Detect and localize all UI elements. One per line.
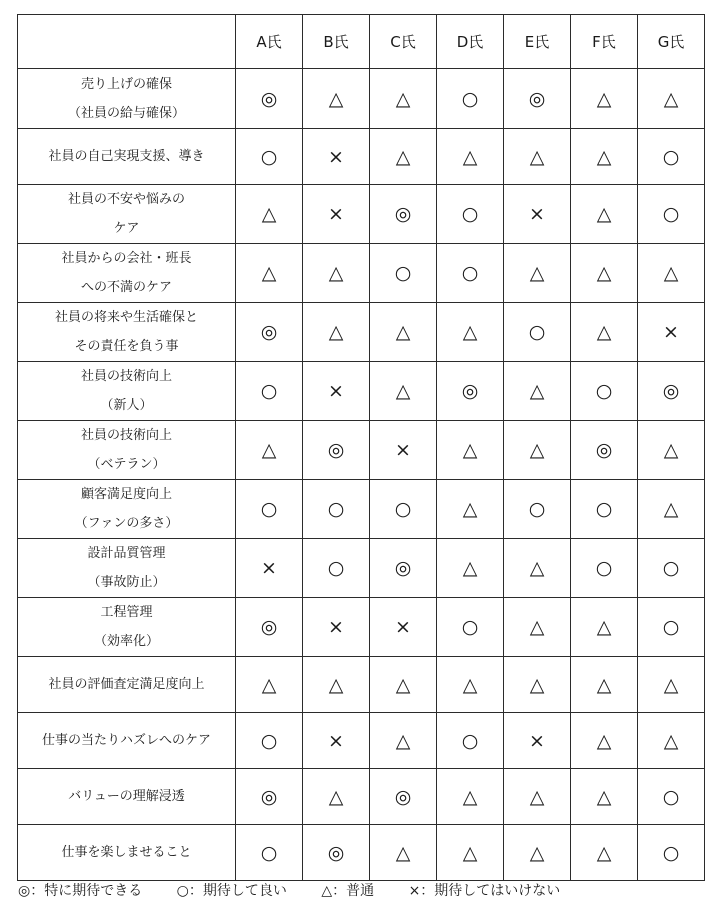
- rating-cell: ◎: [303, 421, 370, 480]
- rating-cell: ○: [236, 713, 303, 769]
- rating-cell: ○: [638, 539, 705, 598]
- rating-cell: ×: [638, 303, 705, 362]
- rating-cell: ○: [236, 480, 303, 539]
- rating-cell: △: [236, 421, 303, 480]
- rating-cell: ×: [303, 185, 370, 244]
- legend-good: ○：期待して良い: [176, 883, 287, 899]
- rating-cell: △: [638, 244, 705, 303]
- rating-cell: △: [571, 713, 638, 769]
- rating-cell: ◎: [571, 421, 638, 480]
- evaluation-table: [17, 14, 705, 881]
- rating-cell: ◎: [370, 769, 437, 825]
- rating-cell: ○: [437, 185, 504, 244]
- rating-cell: ○: [638, 129, 705, 185]
- table-row: [18, 713, 705, 769]
- row-label-line: 社員の将来や生活確保と: [54, 310, 198, 325]
- header-e: E氏: [504, 15, 571, 69]
- row-label-line: （ベテラン）: [87, 457, 166, 472]
- rating-cell: △: [571, 244, 638, 303]
- row-label: [18, 185, 236, 244]
- rating-cell: △: [303, 303, 370, 362]
- rating-cell: △: [571, 69, 638, 129]
- rating-cell: △: [437, 129, 504, 185]
- legend-normal: △：普通: [321, 883, 375, 899]
- rating-cell: ○: [303, 539, 370, 598]
- rating-cell: △: [370, 303, 437, 362]
- rating-cell: ×: [504, 185, 571, 244]
- rating-cell: △: [303, 69, 370, 129]
- rating-cell: △: [370, 69, 437, 129]
- rating-cell: △: [370, 825, 437, 881]
- table-row: [18, 480, 705, 539]
- rating-cell: △: [638, 713, 705, 769]
- rating-cell: ◎: [437, 362, 504, 421]
- rating-cell: ○: [638, 825, 705, 881]
- rating-cell: ○: [504, 303, 571, 362]
- header-d: D氏: [437, 15, 504, 69]
- rating-cell: ◎: [370, 185, 437, 244]
- table-row: [18, 303, 705, 362]
- rating-cell: ×: [504, 713, 571, 769]
- rating-cell: △: [504, 825, 571, 881]
- row-label-line: ケア: [113, 221, 140, 236]
- rating-cell: ◎: [236, 69, 303, 129]
- rating-cell: ○: [236, 825, 303, 881]
- corner-cell: [18, 15, 236, 69]
- rating-cell: △: [504, 539, 571, 598]
- table-row: [18, 421, 705, 480]
- rating-cell: ○: [437, 713, 504, 769]
- row-label-line: （効率化）: [93, 634, 159, 649]
- row-label-line: （ファンの多さ）: [74, 516, 179, 531]
- rating-cell: △: [571, 769, 638, 825]
- rating-cell: ○: [370, 480, 437, 539]
- row-label-line: （新人）: [100, 398, 153, 413]
- rating-cell: △: [638, 69, 705, 129]
- table-row: [18, 244, 705, 303]
- rating-cell: △: [437, 657, 504, 713]
- rating-cell: △: [571, 825, 638, 881]
- header-c: C氏: [370, 15, 437, 69]
- rating-cell: ×: [303, 129, 370, 185]
- table-row: [18, 69, 705, 129]
- rating-cell: △: [437, 539, 504, 598]
- row-label-line: 設計品質管理: [87, 546, 166, 561]
- row-label-line: への不満のケア: [80, 280, 172, 295]
- row-label-line: 社員の不安や悩みの: [67, 192, 185, 207]
- rating-cell: ×: [303, 362, 370, 421]
- rating-cell: △: [571, 303, 638, 362]
- rating-cell: △: [504, 657, 571, 713]
- row-label-line: 仕事の当たりハズレへのケア: [41, 733, 211, 748]
- rating-cell: △: [504, 769, 571, 825]
- row-label-line: 社員の技術向上: [80, 369, 172, 384]
- rating-cell: △: [437, 480, 504, 539]
- table-row: [18, 539, 705, 598]
- rating-cell: ○: [571, 539, 638, 598]
- rating-cell: △: [638, 657, 705, 713]
- row-label-line: （社員の給与確保）: [67, 105, 185, 121]
- table-row: [18, 129, 705, 185]
- rating-cell: ○: [370, 244, 437, 303]
- row-label-line: 仕事を楽しませること: [61, 845, 192, 860]
- rating-cell: △: [303, 657, 370, 713]
- rating-cell: △: [437, 769, 504, 825]
- rating-cell: ◎: [236, 769, 303, 825]
- header-b: B氏: [303, 15, 370, 69]
- rating-cell: ×: [303, 713, 370, 769]
- row-label-line: その責任を負う事: [74, 339, 179, 354]
- rating-cell: △: [571, 129, 638, 185]
- rating-cell: △: [437, 303, 504, 362]
- table-row: [18, 769, 705, 825]
- legend-bad: ×：期待してはいけない: [408, 883, 561, 899]
- row-label: [18, 303, 236, 362]
- rating-cell: ○: [638, 185, 705, 244]
- row-label: [18, 480, 236, 539]
- row-label: [18, 598, 236, 657]
- header-row: [18, 15, 705, 69]
- rating-cell: △: [370, 362, 437, 421]
- row-label-line: 社員の評価査定満足度向上: [48, 677, 205, 692]
- row-label: [18, 825, 236, 881]
- row-label-line: 社員の自己実現支援、導き: [48, 149, 205, 164]
- rating-cell: △: [370, 657, 437, 713]
- row-label: [18, 421, 236, 480]
- row-label: [18, 769, 236, 825]
- rating-cell: △: [504, 421, 571, 480]
- rating-cell: △: [571, 657, 638, 713]
- table-row: [18, 825, 705, 881]
- rating-cell: ×: [370, 421, 437, 480]
- rating-cell: △: [504, 598, 571, 657]
- rating-cell: △: [303, 769, 370, 825]
- legend-excellent: ◎：特に期待できる: [18, 883, 143, 899]
- rating-cell: △: [437, 825, 504, 881]
- rating-cell: △: [370, 713, 437, 769]
- rating-cell: ○: [504, 480, 571, 539]
- row-label-line: 工程管理: [100, 605, 153, 620]
- row-label-line: バリューの理解浸透: [68, 789, 185, 804]
- rating-cell: △: [303, 244, 370, 303]
- row-label-line: 顧客満足度向上: [80, 487, 172, 502]
- rating-cell: ◎: [370, 539, 437, 598]
- row-label-line: 売り上げの確保: [80, 76, 172, 92]
- rating-cell: △: [504, 129, 571, 185]
- row-label-line: 社員からの会社・班長: [61, 251, 192, 266]
- rating-cell: ○: [236, 129, 303, 185]
- rating-cell: △: [638, 421, 705, 480]
- rating-cell: △: [638, 480, 705, 539]
- row-label-line: 社員の技術向上: [80, 428, 172, 443]
- rating-cell: ◎: [236, 598, 303, 657]
- row-label: [18, 539, 236, 598]
- rating-cell: ×: [370, 598, 437, 657]
- table-row: [18, 185, 705, 244]
- rating-cell: △: [236, 244, 303, 303]
- rating-cell: ○: [638, 598, 705, 657]
- rating-cell: ◎: [303, 825, 370, 881]
- rating-cell: △: [571, 598, 638, 657]
- row-label-line: （事故防止）: [87, 575, 166, 590]
- rating-cell: △: [370, 129, 437, 185]
- rating-cell: ○: [571, 480, 638, 539]
- row-label: [18, 362, 236, 421]
- row-label: [18, 657, 236, 713]
- rating-cell: △: [571, 185, 638, 244]
- rating-cell: ◎: [236, 303, 303, 362]
- rating-cell: ◎: [504, 69, 571, 129]
- table-row: [18, 598, 705, 657]
- rating-cell: ○: [571, 362, 638, 421]
- rating-cell: ◎: [638, 362, 705, 421]
- rating-cell: ○: [437, 244, 504, 303]
- row-label: [18, 129, 236, 185]
- row-label: [18, 244, 236, 303]
- header-a: A氏: [236, 15, 303, 69]
- table-body: [18, 69, 705, 881]
- row-label: [18, 713, 236, 769]
- table-row: [18, 657, 705, 713]
- rating-cell: ○: [236, 362, 303, 421]
- rating-cell: ×: [236, 539, 303, 598]
- rating-cell: ○: [437, 598, 504, 657]
- rating-cell: △: [437, 421, 504, 480]
- rating-cell: △: [504, 244, 571, 303]
- rating-cell: ○: [638, 769, 705, 825]
- rating-cell: △: [504, 362, 571, 421]
- rating-cell: △: [236, 657, 303, 713]
- table-row: [18, 362, 705, 421]
- rating-cell: △: [236, 185, 303, 244]
- header-g: G氏: [638, 15, 705, 69]
- row-label: [18, 69, 236, 129]
- legend: [18, 880, 590, 900]
- header-f: F氏: [571, 15, 638, 69]
- rating-cell: ○: [303, 480, 370, 539]
- rating-cell: ○: [437, 69, 504, 129]
- rating-cell: ×: [303, 598, 370, 657]
